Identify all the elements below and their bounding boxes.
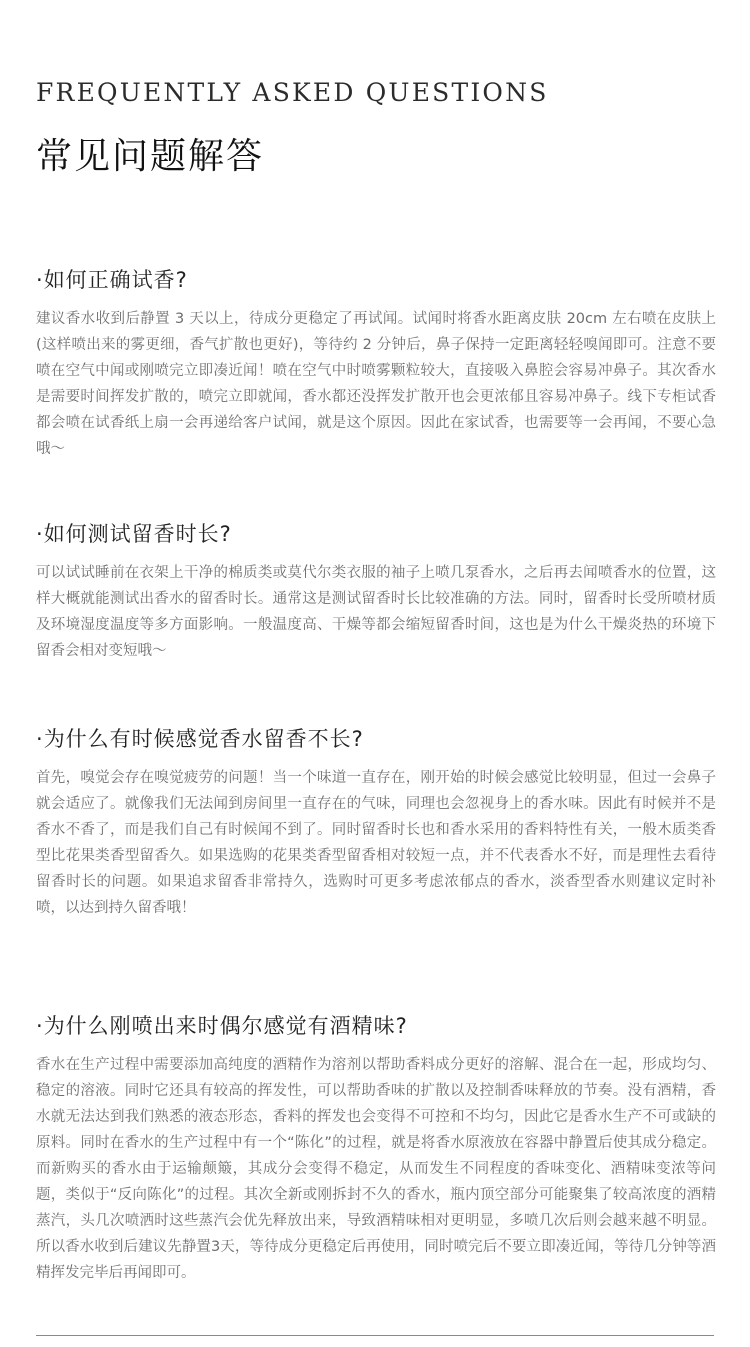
bullet-dot: · [36, 268, 44, 292]
faq-question [36, 264, 716, 294]
question-text: 如何正确试香? [43, 268, 188, 292]
faq-answer: 香水在生产过程中需要添加高纯度的酒精作为溶剂以帮助香料成分更好的溶解、混合在一起，形成均匀、稳定的溶液。同时它还具有较高的挥发性，可以帮助香味的扩散以及控制香味释放的节奏。没有酒精，香水就无法达到我们熟悉的液态形态，香料的挥发也会变得不可控和不均匀，因此它是香水生产不可或缺的原料。同时在香水的生产过程中有一个“陈化”的过程，就是将香水原液放在容器中静置后使其成分稳定。而新购买的香水由于运输颠簸，其成分会变得不稳定，从而发生不同程度的香味变化、酒精味变浓等问题，类似于“反向陈化”的过程。其次全新或刚拆封不久的香水，瓶内顶空部分可能聚集了较高浓度的酒精蒸汽，头几次喷洒时这些蒸汽会优先释放出来，导致酒精味相对更明显，多喷几次后则会越来越不明显。所以香水收到后建议先静置3天，等待成分更稳定后再使用，同时喷完后不要立即凑近闻，等待几分钟等酒精挥发完毕后再闻即可。 [36, 1057, 716, 1281]
faq-question [36, 518, 716, 548]
question-text: 为什么刚喷出来时偶尔感觉有酒精味? [43, 1014, 408, 1038]
bullet-dot: · [36, 727, 44, 751]
bullet-dot: · [36, 1014, 44, 1038]
faq-question [36, 1010, 716, 1040]
faq-answer: 建议香水收到后静置 3 天以上，待成分更稳定了再试闻。试闻时将香水距离皮肤 20cm 左右喷在皮肤上(这样喷出来的雾更细，香气扩散也更好)，等待约 2 分钟后，鼻子保持一定距离轻轻嗅闻即可。注意不要喷在空气中闻或刚喷完立即凑近闻！喷在空气中时喷雾颗粒较大，直接吸入鼻腔会容易冲鼻子。其次香水是需要时间挥发扩散的，喷完立即就闻，香水都还没挥发扩散开也会更浓郁且容易冲鼻子。线下专柜试香都会喷在试香纸上扇一会再递给客户试闻，就是这个原因。因此在家试香，也需要等一会再闻，不要心急哦～ [36, 311, 716, 457]
bullet-dot: · [36, 522, 44, 546]
question-text: 为什么有时候感觉香水留香不长? [43, 727, 364, 751]
faq-answer: 可以试试睡前在衣架上干净的棉质类或莫代尔类衣服的袖子上喷几泵香水，之后再去闻喷香水的位置，这样大概就能测试出香水的留香时长。通常这是测试留香时长比较准确的方法。同时，留香时长受所喷材质及环境湿度温度等多方面影响。一般温度高、干燥等都会缩短留香时间，这也是为什么干燥炎热的环境下留香会相对变短哦～ [36, 565, 716, 659]
faq-answer: 首先，嗅觉会存在嗅觉疲劳的问题！当一个味道一直存在，刚开始的时候会感觉比较明显，但过一会鼻子就会适应了。就像我们无法闻到房间里一直存在的气味，同理也会忽视身上的香水味。因此有时候并不是香水不香了，而是我们自己有时候闻不到了。同时留香时长也和香水采用的香料特性有关，一般木质类香型比花果类香型留香久。如果选购的花果类香型留香相对较短一点，并不代表香水不好，而是理性去看待留香时长的问题。如果追求留香非常持久，选购时可更多考虑浓郁点的香水，淡香型香水则建议定时补喷，以达到持久留香哦！ [36, 770, 716, 916]
faq-item-how-to-test-scent [36, 264, 716, 462]
faq-item-alcohol-smell [36, 1010, 716, 1286]
faq-question [36, 723, 716, 753]
page-title-english: FREQUENTLY ASKED QUESTIONS [36, 78, 549, 107]
page-title-chinese: 常见问题解答 [36, 136, 265, 177]
question-text: 如何测试留香时长? [43, 522, 232, 546]
faq-item-longevity-test [36, 518, 716, 664]
faq-item-short-longevity [36, 723, 716, 921]
bottom-divider [36, 1335, 714, 1336]
